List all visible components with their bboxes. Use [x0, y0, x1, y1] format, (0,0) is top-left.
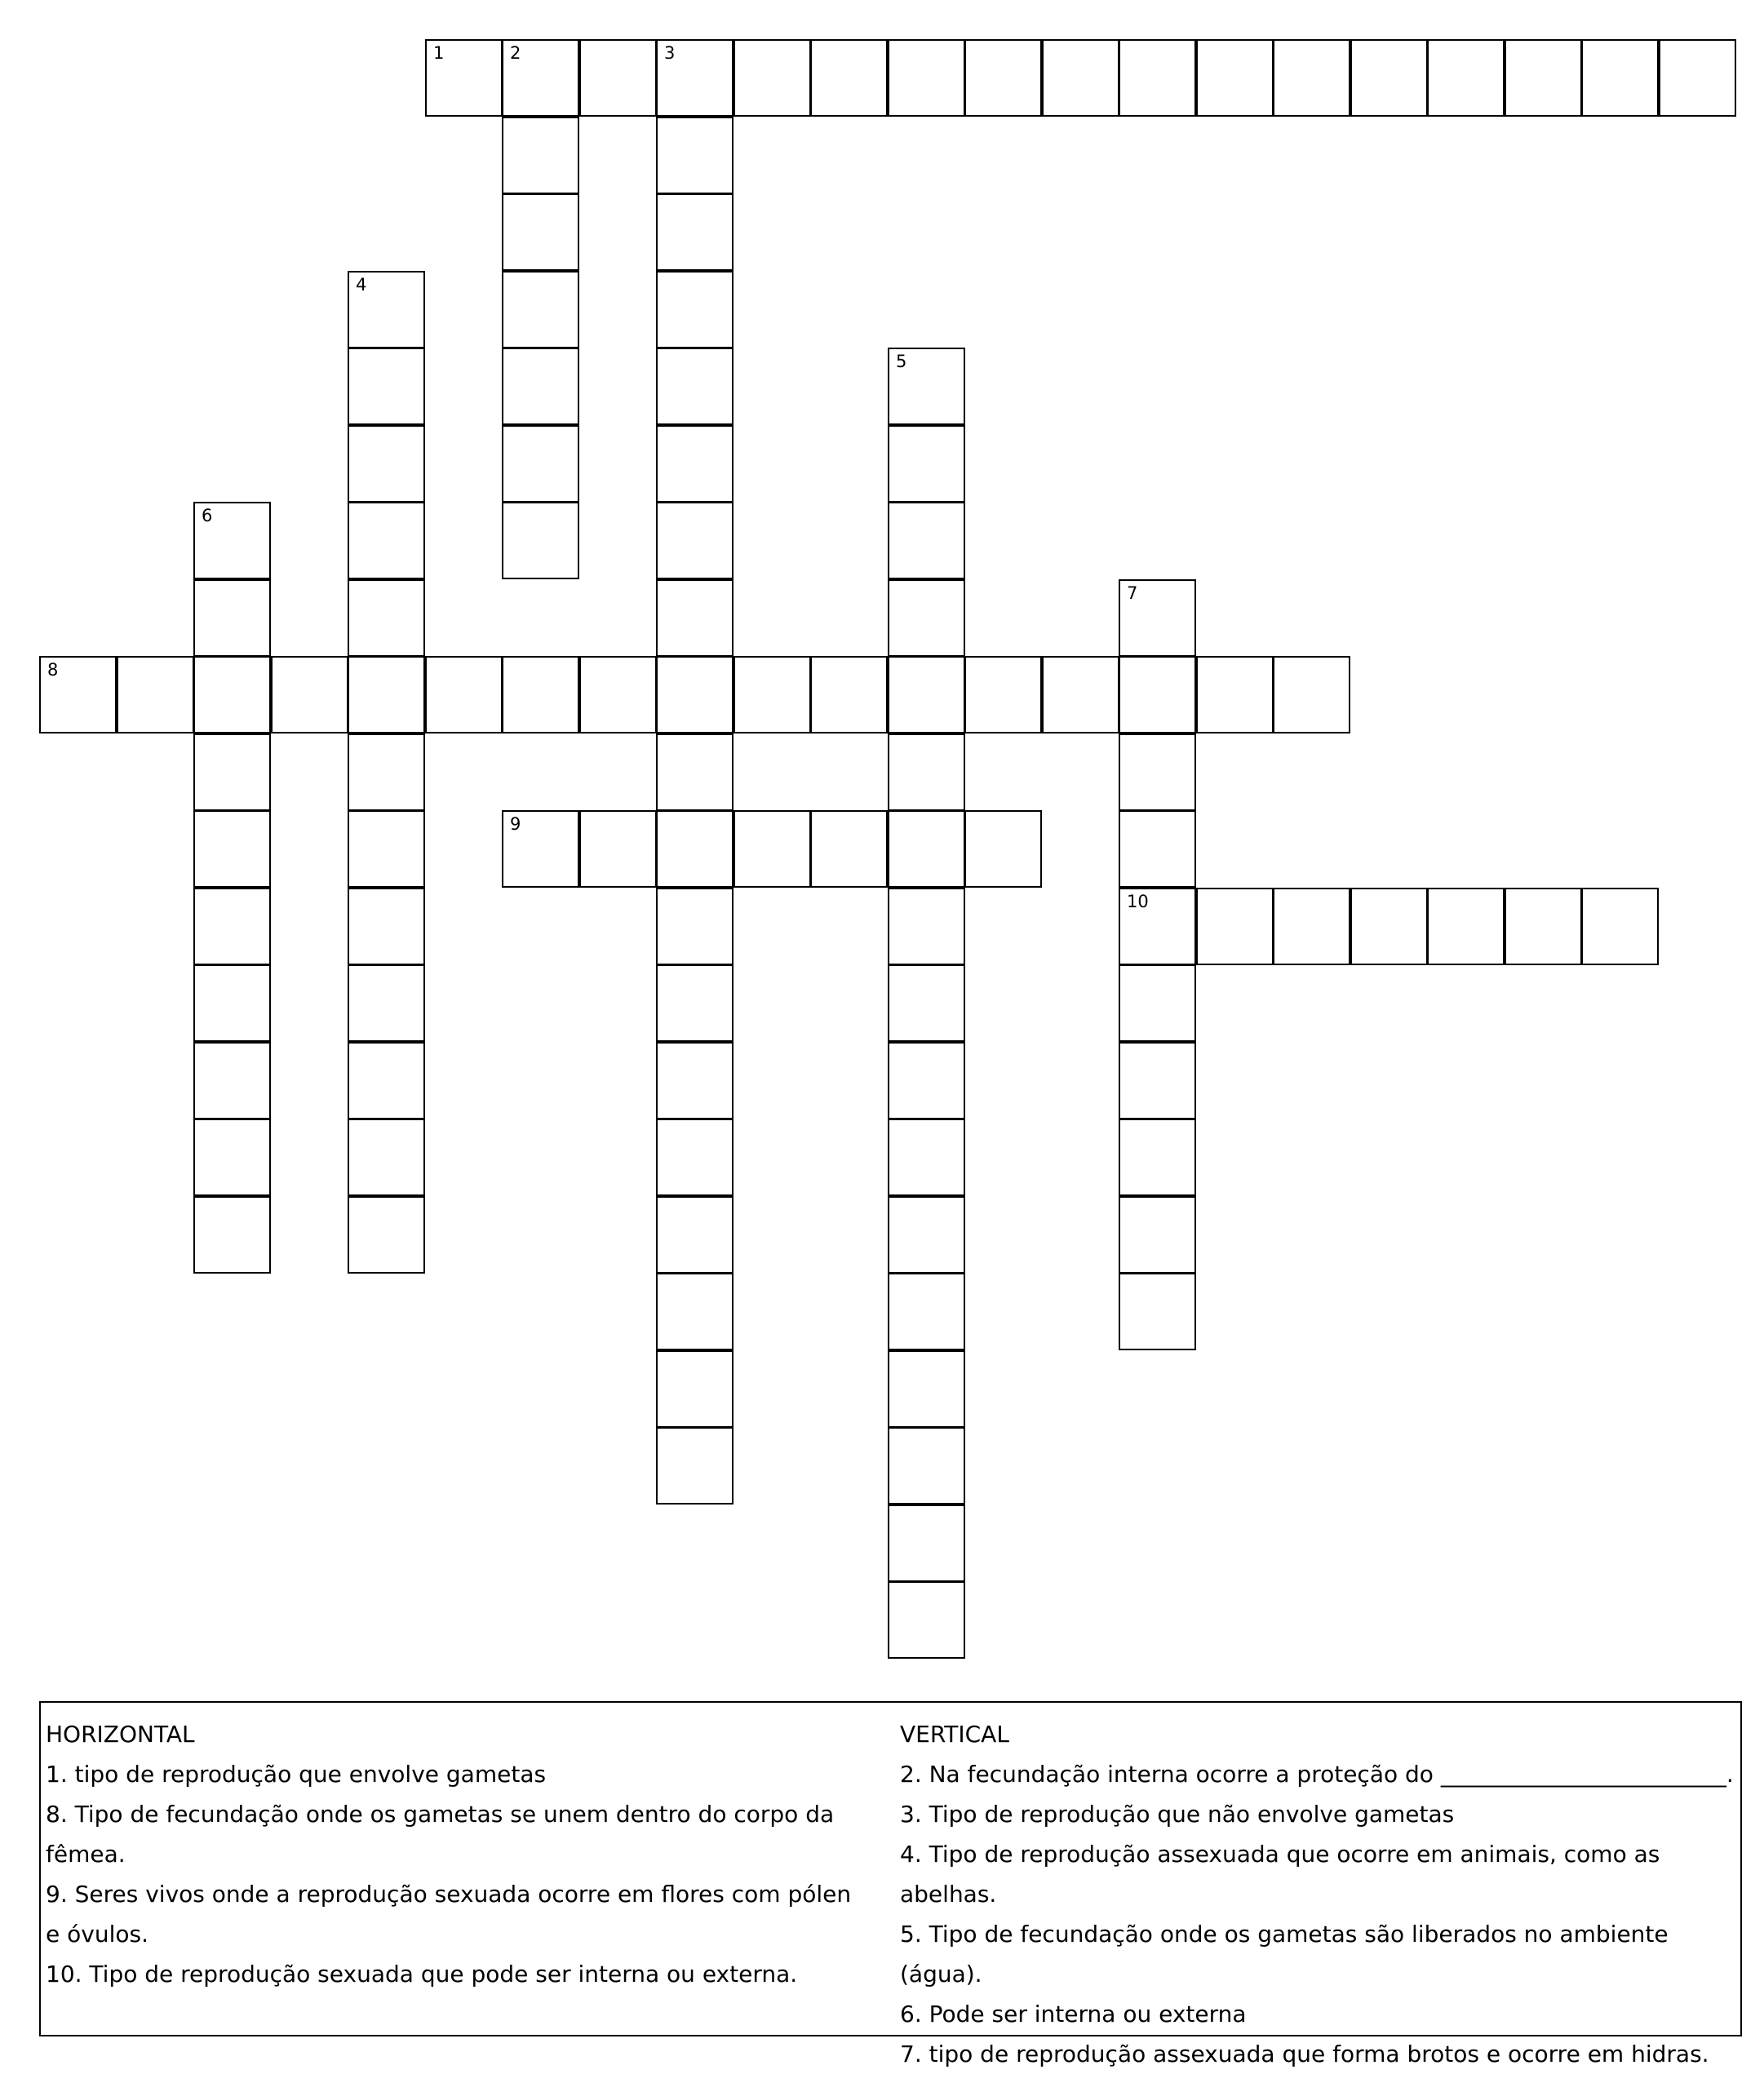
- crossword-cell[interactable]: [888, 810, 965, 888]
- crossword-cell[interactable]: [502, 348, 579, 425]
- crossword-cell[interactable]: [1581, 39, 1659, 117]
- crossword-cell[interactable]: [888, 1196, 965, 1274]
- crossword-cell[interactable]: [348, 656, 425, 733]
- crossword-cell[interactable]: [193, 888, 271, 965]
- clues-box: [39, 1701, 1742, 2067]
- clue-across-1: 1. tipo de reprodução que envolve gametas: [46, 1761, 547, 1788]
- crossword-cell[interactable]: [888, 1350, 965, 1428]
- crossword-cell[interactable]: [888, 1119, 965, 1196]
- clue-down-5: 5. Tipo de fecundação onde os gametas são liberados no ambiente (água).: [900, 1921, 1669, 1988]
- crossword-cell[interactable]: [888, 39, 965, 117]
- crossword-cell[interactable]: [502, 810, 579, 888]
- crossword-cell[interactable]: [656, 271, 734, 348]
- crossword-cell[interactable]: [1350, 39, 1428, 117]
- crossword-cell[interactable]: [888, 964, 965, 1042]
- horizontal-heading: HORIZONTAL: [46, 1721, 195, 1748]
- crossword-cell[interactable]: [810, 39, 888, 117]
- crossword-cell[interactable]: [1273, 39, 1350, 117]
- crossword-cell[interactable]: [502, 502, 579, 579]
- crossword-cell[interactable]: [1042, 656, 1119, 733]
- crossword-cell[interactable]: [734, 656, 811, 733]
- clue-across-9: 9. Seres vivos onde a reprodução sexuada ocorre em flores com pólen e óvulos.: [46, 1881, 852, 1948]
- crossword-cell[interactable]: [888, 1273, 965, 1350]
- crossword-cell[interactable]: [1273, 656, 1350, 733]
- crossword-cell[interactable]: [1505, 39, 1582, 117]
- crossword-cell[interactable]: [193, 733, 271, 811]
- crossword-cell[interactable]: [1119, 1273, 1196, 1350]
- crossword-cell[interactable]: [656, 193, 734, 271]
- crossword-cell[interactable]: [502, 39, 579, 117]
- crossword-cell[interactable]: [348, 579, 425, 657]
- crossword-cell[interactable]: [1119, 1119, 1196, 1196]
- crossword-cell[interactable]: [656, 502, 734, 579]
- crossword-cell[interactable]: [1119, 39, 1196, 117]
- crossword-cell[interactable]: [271, 656, 348, 733]
- crossword-cell[interactable]: [193, 1042, 271, 1119]
- clue-number: 7: [1127, 583, 1138, 603]
- crossword-cell[interactable]: [348, 348, 425, 425]
- vertical-clues: [900, 1714, 1740, 2074]
- crossword-cell[interactable]: [193, 964, 271, 1042]
- crossword-cell[interactable]: [1505, 888, 1582, 965]
- crossword-cell[interactable]: [502, 117, 579, 194]
- crossword-cell[interactable]: [1119, 810, 1196, 888]
- crossword-cell[interactable]: [39, 656, 117, 733]
- crossword-cell[interactable]: [193, 579, 271, 657]
- crossword-cell[interactable]: [348, 502, 425, 579]
- crossword-cell[interactable]: [656, 117, 734, 194]
- crossword-cell[interactable]: [579, 39, 657, 117]
- crossword-cell[interactable]: [1119, 733, 1196, 811]
- crossword-cell[interactable]: [656, 888, 734, 965]
- clue-across-10: 10. Tipo de reprodução sexuada que pode ser interna ou externa.: [46, 1961, 798, 1988]
- crossword-cell[interactable]: [348, 1042, 425, 1119]
- crossword-cell[interactable]: [964, 656, 1042, 733]
- clue-number: 10: [1127, 892, 1149, 911]
- crossword-cell[interactable]: [964, 810, 1042, 888]
- crossword-cell[interactable]: [1119, 888, 1196, 965]
- crossword-cell[interactable]: [734, 810, 811, 888]
- crossword-cell[interactable]: [888, 348, 965, 425]
- crossword-cell[interactable]: [425, 656, 503, 733]
- crossword-cell[interactable]: [656, 656, 734, 733]
- crossword-cell[interactable]: [1196, 656, 1274, 733]
- crossword-cell[interactable]: [656, 733, 734, 811]
- crossword-cell[interactable]: [348, 425, 425, 503]
- clue-number: 1: [433, 43, 445, 63]
- crossword-cell[interactable]: [656, 1427, 734, 1505]
- crossword-cell[interactable]: [656, 1119, 734, 1196]
- crossword-cell[interactable]: [656, 425, 734, 503]
- crossword-cell[interactable]: [348, 733, 425, 811]
- crossword-cell[interactable]: [1119, 1042, 1196, 1119]
- crossword-cell[interactable]: [656, 810, 734, 888]
- crossword-cell[interactable]: [193, 810, 271, 888]
- crossword-cell[interactable]: [810, 656, 888, 733]
- crossword-cell[interactable]: [193, 1119, 271, 1196]
- clue-number: 8: [47, 660, 59, 680]
- crossword-cell[interactable]: [425, 39, 503, 117]
- clue-number: 3: [664, 43, 676, 63]
- crossword-cell[interactable]: [1119, 656, 1196, 733]
- crossword-cell[interactable]: [888, 733, 965, 811]
- clue-down-3: 3. Tipo de reprodução que não envolve gametas: [900, 1801, 1455, 1828]
- crossword-cell[interactable]: [888, 1505, 965, 1582]
- crossword-cell[interactable]: [1196, 39, 1274, 117]
- crossword-cell[interactable]: [888, 1427, 965, 1505]
- crossword-cell[interactable]: [1196, 888, 1274, 965]
- crossword-cell[interactable]: [348, 1196, 425, 1274]
- clue-down-2: 2. Na fecundação interna ocorre a proteção do _________________________.: [900, 1761, 1734, 1788]
- crossword-cell[interactable]: [348, 810, 425, 888]
- crossword-cell[interactable]: [348, 271, 425, 348]
- crossword-cell[interactable]: [502, 193, 579, 271]
- crossword-cell[interactable]: [1350, 888, 1428, 965]
- crossword-cell[interactable]: [1427, 888, 1505, 965]
- crossword-cell[interactable]: [964, 39, 1042, 117]
- crossword-cell[interactable]: [1427, 39, 1505, 117]
- clue-down-6: 6. Pode ser interna ou externa: [900, 2001, 1247, 2027]
- crossword-cell[interactable]: [888, 425, 965, 503]
- clue-down-7: 7. tipo de reprodução assexuada que forma brotos e ocorre em hidras.: [900, 2041, 1709, 2067]
- crossword-cell[interactable]: [656, 579, 734, 657]
- crossword-cell[interactable]: [193, 656, 271, 733]
- crossword-cell[interactable]: [810, 810, 888, 888]
- crossword-cell[interactable]: [656, 1042, 734, 1119]
- vertical-heading: VERTICAL: [900, 1721, 1009, 1748]
- crossword-cell[interactable]: [579, 810, 657, 888]
- crossword-cell[interactable]: [656, 39, 734, 117]
- clue-down-4: 4. Tipo de reprodução assexuada que ocorre em animais, como as abelhas.: [900, 1841, 1660, 1908]
- crossword-cell[interactable]: [656, 348, 734, 425]
- clue-number: 2: [510, 43, 521, 63]
- crossword-cell[interactable]: [656, 964, 734, 1042]
- crossword-cell[interactable]: [348, 1119, 425, 1196]
- clue-number: 6: [202, 506, 213, 525]
- crossword-cell[interactable]: [1119, 964, 1196, 1042]
- crossword-cell[interactable]: [888, 579, 965, 657]
- crossword-cell[interactable]: [579, 656, 657, 733]
- crossword-cell[interactable]: [656, 1273, 734, 1350]
- crossword-cell[interactable]: [1581, 888, 1659, 965]
- clue-number: 5: [896, 352, 907, 371]
- crossword-cell[interactable]: [1273, 888, 1350, 965]
- crossword-cell[interactable]: [348, 964, 425, 1042]
- crossword-cell[interactable]: [888, 502, 965, 579]
- crossword-cell[interactable]: [348, 888, 425, 965]
- crossword-cell[interactable]: [656, 1196, 734, 1274]
- crossword-cell[interactable]: [502, 425, 579, 503]
- crossword-cell[interactable]: [888, 656, 965, 733]
- crossword-cell[interactable]: [1119, 1196, 1196, 1274]
- crossword-cell[interactable]: [193, 1196, 271, 1274]
- crossword-cell[interactable]: [888, 1581, 965, 1659]
- crossword-cell[interactable]: [1659, 39, 1736, 117]
- clue-number: 9: [510, 814, 521, 834]
- crossword-cell[interactable]: [888, 888, 965, 965]
- crossword-cell[interactable]: [502, 271, 579, 348]
- crossword-cell[interactable]: [502, 656, 579, 733]
- crossword-cell[interactable]: [734, 39, 811, 117]
- crossword-cell[interactable]: [656, 1350, 734, 1428]
- clue-across-8: 8. Tipo de fecundação onde os gametas se unem dentro do corpo da fêmea.: [46, 1801, 835, 1868]
- horizontal-clues: [46, 1714, 894, 1994]
- crossword-cell[interactable]: [1042, 39, 1119, 117]
- crossword-cell[interactable]: [1119, 579, 1196, 657]
- crossword-cell[interactable]: [193, 502, 271, 579]
- crossword-cell[interactable]: [117, 656, 194, 733]
- crossword-cell[interactable]: [888, 1042, 965, 1119]
- clue-number: 4: [356, 275, 367, 295]
